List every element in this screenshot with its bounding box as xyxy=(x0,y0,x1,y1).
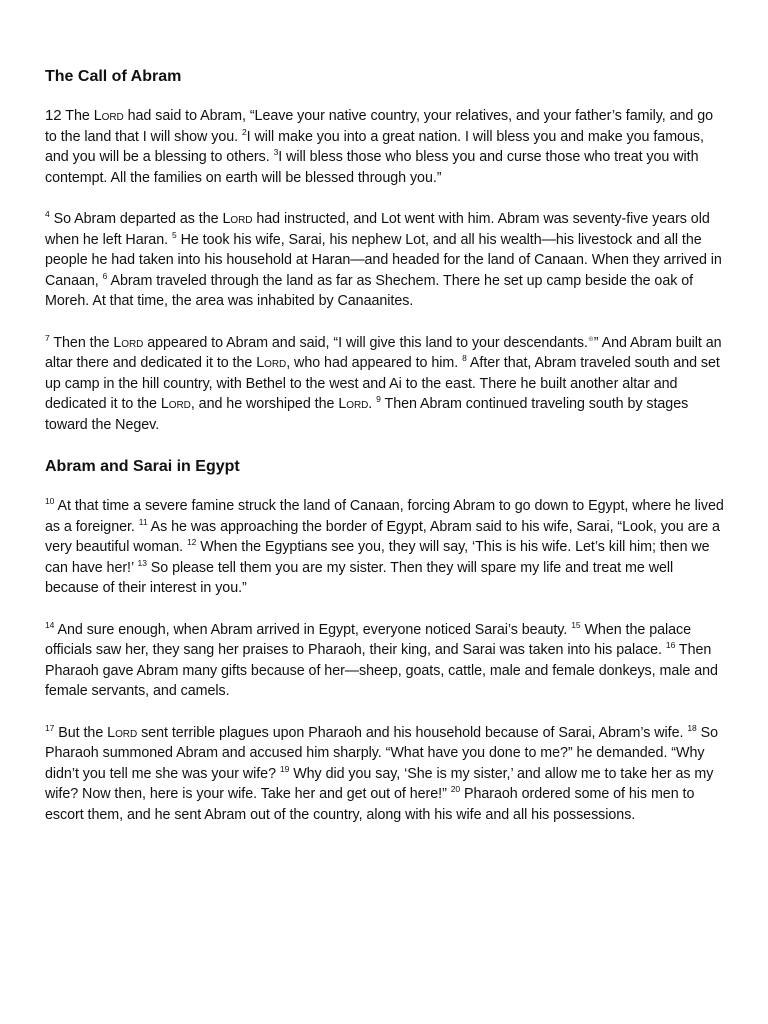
verse-number: 11 xyxy=(138,516,148,527)
verse-number: 4 xyxy=(45,209,50,220)
verse-text: Pharaoh ordered some of his men to escort them, and he sent Abram out of the country, along with his wife and all his possessions. xyxy=(45,786,695,823)
paragraph-verses-14-16 xyxy=(45,620,725,702)
lord-small-caps: Lord xyxy=(93,108,124,124)
section-heading-abram-sarai-egypt: Abram and Sarai in Egypt xyxy=(45,458,240,475)
verse-text: So Pharaoh summoned Abram and accused him sharply. “What have you done to me?” he demanded. “Why didn’t you tell me she was your wife? xyxy=(45,724,719,782)
verse-text: Then the xyxy=(49,334,114,351)
verse-text: sent terrible plagues upon Pharaoh and his household because of Sarai, Abram’s wife. xyxy=(137,724,688,741)
verse-text: He took his wife, Sarai, his nephew Lot, and all his wealth—his livestock and all the people he had taken into his household at Haran—and headed for the land of Canaan. When they arrived in Canaan, xyxy=(45,231,722,289)
verse-number: 5 xyxy=(171,229,177,240)
verse-text: Then Abram continued traveling south by stages toward the Negev. xyxy=(45,396,689,433)
verse-number: 14 xyxy=(45,619,55,630)
verse-number: 3 xyxy=(273,147,279,158)
verse-text: The xyxy=(65,108,94,124)
lord-small-caps: Lord xyxy=(107,724,138,741)
lord-small-caps: Lord xyxy=(338,396,369,412)
verse-text: , who had appeared to him. xyxy=(286,355,463,371)
verse-number: 8 xyxy=(462,353,467,364)
verse-number: 19 xyxy=(279,763,290,774)
verse-text: . xyxy=(368,396,377,412)
verse-text: I will make you into a great nation. I will bless you and make you famous, and you will be a blessing to others. xyxy=(45,128,704,165)
verse-text: When the palace officials saw her, they sang her praises to Pharaoh, their king, and Sarai was taken into his palace. xyxy=(45,621,692,658)
lord-small-caps: Lord xyxy=(160,396,191,412)
verse-number: 2 xyxy=(241,126,247,137)
verse-number: 6 xyxy=(102,270,108,281)
chapter-number: 12 xyxy=(45,107,62,124)
paragraph-verses-4-6 xyxy=(45,209,725,312)
verse-number: 10 xyxy=(45,496,55,507)
paragraph-verses-7-9 xyxy=(45,333,725,436)
verse-text: At that time a severe famine struck the land of Canaan, forcing Abram to go down to Egypt, where he lived as a foreigner. xyxy=(45,498,724,535)
footnote-marker-icon[interactable]: ⊕ xyxy=(587,335,594,343)
verse-text: Then Pharaoh gave Abram many gifts because of her—sheep, goats, cattle, male and female donkeys, male and female servants, and camels. xyxy=(45,642,718,699)
verse-number: 12 xyxy=(186,537,197,548)
paragraph-verses-10-13 xyxy=(45,496,725,599)
verse-number: 16 xyxy=(665,640,676,651)
document-body xyxy=(45,66,725,846)
verse-text: Abram traveled through the land as far as Shechem. There he set up camp beside the oak of Moreh. At that time, the area was inhabited by Canaanites. xyxy=(45,272,694,309)
verse-number: 20 xyxy=(450,784,461,795)
verse-text: So Abram departed as the xyxy=(49,211,223,227)
paragraph-verses-1-3 xyxy=(45,106,725,188)
lord-small-caps: Lord xyxy=(256,355,287,371)
verse-text: Why did you say, ‘She is my sister,’ and allow me to take her as my wife? Now then, here is your wife. Take her and get out of here!” xyxy=(45,765,714,802)
verse-text: had said to Abram, “Leave your native country, your relatives, and your father’s family, and go to the land that I will show you. xyxy=(45,108,714,145)
verse-number: 15 xyxy=(571,619,581,630)
lord-small-caps: Lord xyxy=(222,211,253,227)
verse-text: had instructed, and Lot went with him. Abram was seventy-five years old when he left Haran. xyxy=(45,211,710,248)
verse-text: I will bless those who bless you and curse those who treat you with contempt. All the families on earth will be blessed through you.” xyxy=(45,149,699,186)
verse-text: After that, Abram traveled south and set up camp in the hill country, with Bethel to the west and Ai to the east. There he built another altar and dedicated it to the xyxy=(45,355,720,412)
verse-number: 7 xyxy=(45,332,50,343)
verse-text: When the Egyptians see you, they will say, ‘This is his wife. Let’s kill him; then we can have her!’ xyxy=(45,539,710,576)
verse-text: As he was approaching the border of Egypt, Abram said to his wife, Sarai, “Look, you are a very beautiful woman. xyxy=(45,518,720,555)
verse-text: So please tell them you are my sister. Then they will spare my life and treat me well because of their interest in you.” xyxy=(45,559,674,596)
paragraph-verses-17-20 xyxy=(45,723,725,826)
verse-number: 13 xyxy=(137,557,147,568)
section-heading-call-of-abram: The Call of Abram xyxy=(45,68,182,85)
verse-text: appeared to Abram and said, “I will give this land to your descendants. xyxy=(143,334,588,351)
verse-text: ” And Abram built an altar there and dedicated it to the xyxy=(45,334,722,371)
verse-text: , and he worshiped the xyxy=(190,396,339,412)
verse-number: 9 xyxy=(376,394,381,405)
verse-number: 18 xyxy=(687,722,697,733)
verse-number: 17 xyxy=(45,722,55,733)
verse-text: But the xyxy=(54,724,108,741)
verse-text: And sure enough, when Abram arrived in Egypt, everyone noticed Sarai’s beauty. xyxy=(54,621,572,638)
lord-small-caps: Lord xyxy=(113,334,144,351)
